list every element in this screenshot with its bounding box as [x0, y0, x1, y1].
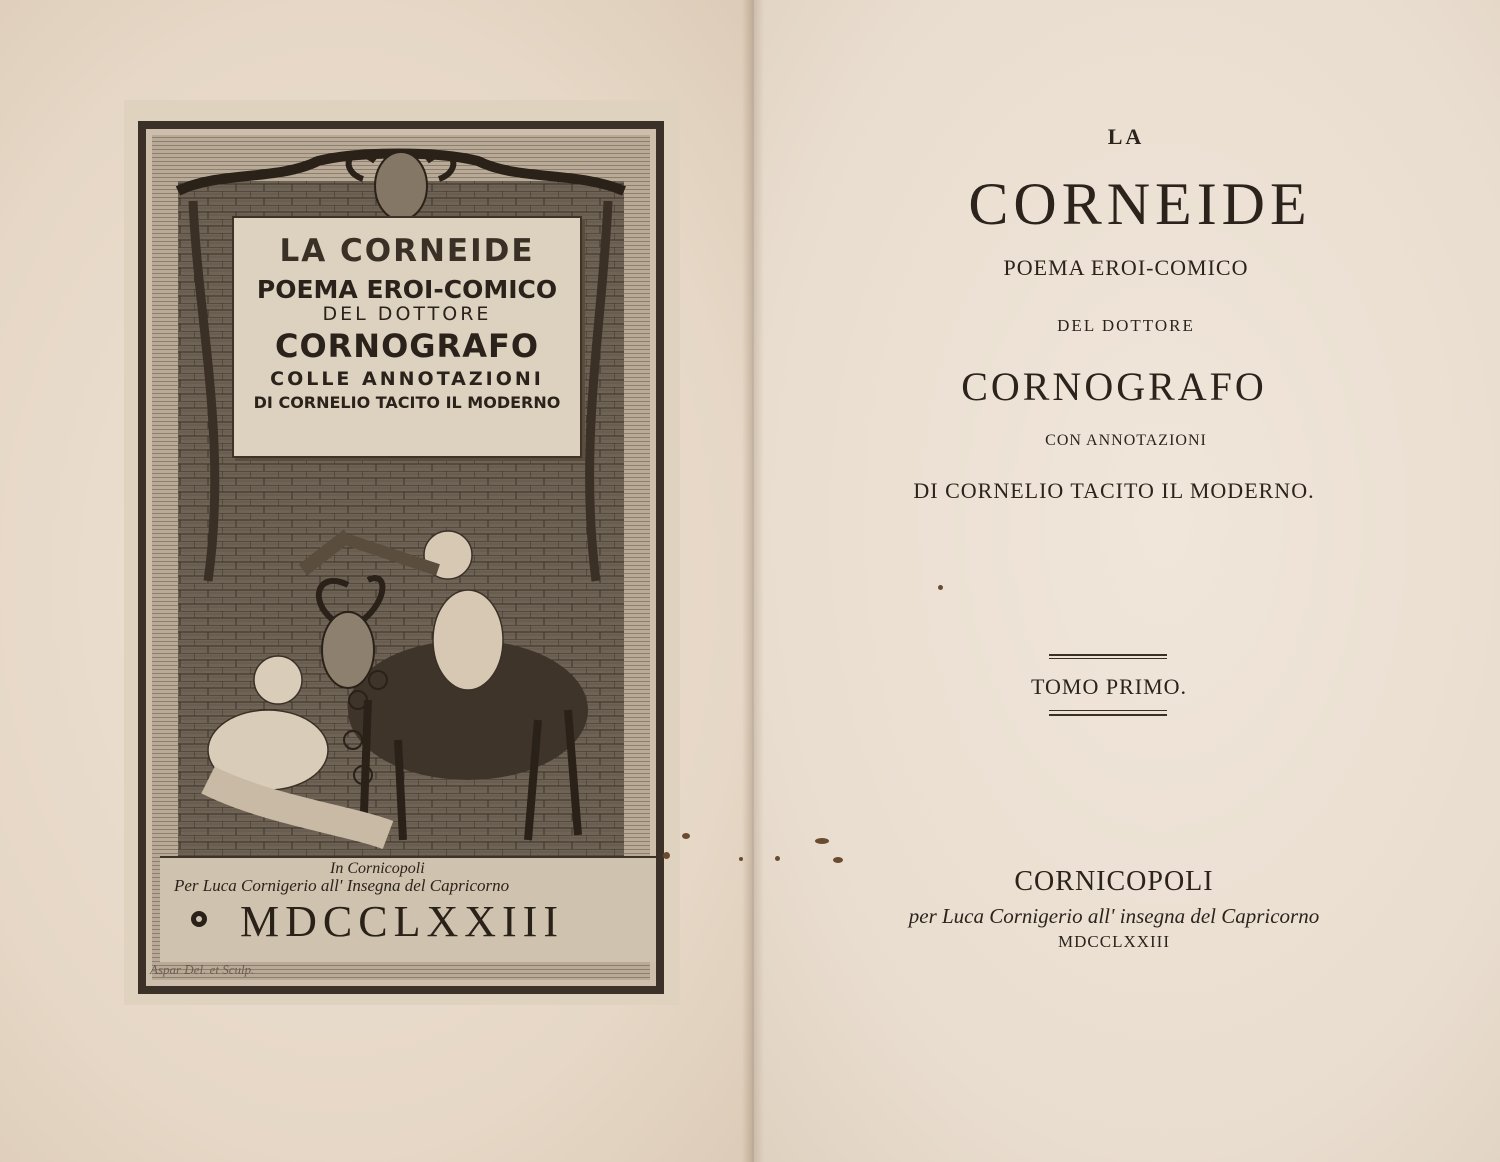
frontispiece-cartouche — [232, 216, 582, 458]
cartouche-annotations: COLLE ANNOTAZIONI — [270, 368, 544, 390]
foxing-spot — [775, 856, 780, 861]
foxing-spot — [739, 857, 743, 861]
engraver-credit: Aspar Del. et Sculp. — [150, 962, 255, 977]
book-gutter — [742, 0, 764, 1162]
cartouche-subtitle: POEMA EROI-COMICO — [256, 275, 558, 304]
cartouche-del-dottore: DEL DOTTORE — [322, 303, 492, 325]
foxing-spot — [833, 857, 843, 863]
book-title: CORNEIDE — [968, 171, 1312, 237]
annotations-line: CON ANNOTAZIONI — [1045, 432, 1207, 449]
volume-label: TOMO PRIMO. — [1030, 674, 1188, 699]
rule-bottom-thin — [1049, 710, 1167, 711]
rule-top-thick — [1049, 654, 1167, 656]
rule-top-thin — [1049, 658, 1167, 659]
rosette-icon — [190, 910, 208, 928]
annotator-line: DI CORNELIO TACITO IL MODERNO. — [913, 478, 1315, 503]
imprint-year: MDCCLXXIII — [240, 897, 564, 946]
title-article: LA — [1107, 124, 1145, 149]
cartouche-author: CORNOGRAFO — [274, 327, 540, 365]
cartouche-title: LA CORNEIDE — [279, 233, 535, 269]
foxing-spot — [663, 852, 670, 859]
imprint-place: In Cornicopoli — [330, 860, 425, 877]
putti-and-goat-scene — [148, 440, 648, 860]
foxing-spot — [682, 833, 690, 839]
imprint-printer: Per Luca Cornigerio all' Insegna del Capricorno — [174, 876, 510, 895]
imprint-city: CORNICOPOLI — [1014, 866, 1214, 897]
frontispiece-imprint — [160, 856, 656, 962]
del-dottore-line: DEL DOTTORE — [1057, 316, 1195, 335]
cartouche-annotator: DI CORNELIO TACITO IL MODERNO — [253, 393, 561, 412]
foxing-spot — [938, 585, 943, 590]
rule-bottom-thick — [1049, 714, 1167, 716]
author-name: CORNOGRAFO — [961, 364, 1267, 409]
book-subtitle: POEMA EROI-COMICO — [1003, 255, 1249, 280]
imprint-year-line: MDCCLXXIII — [1058, 932, 1170, 951]
imprint-printer-line: per Luca Cornigerio all' insegna del Capricorno — [908, 904, 1320, 928]
foxing-spot — [815, 838, 829, 844]
